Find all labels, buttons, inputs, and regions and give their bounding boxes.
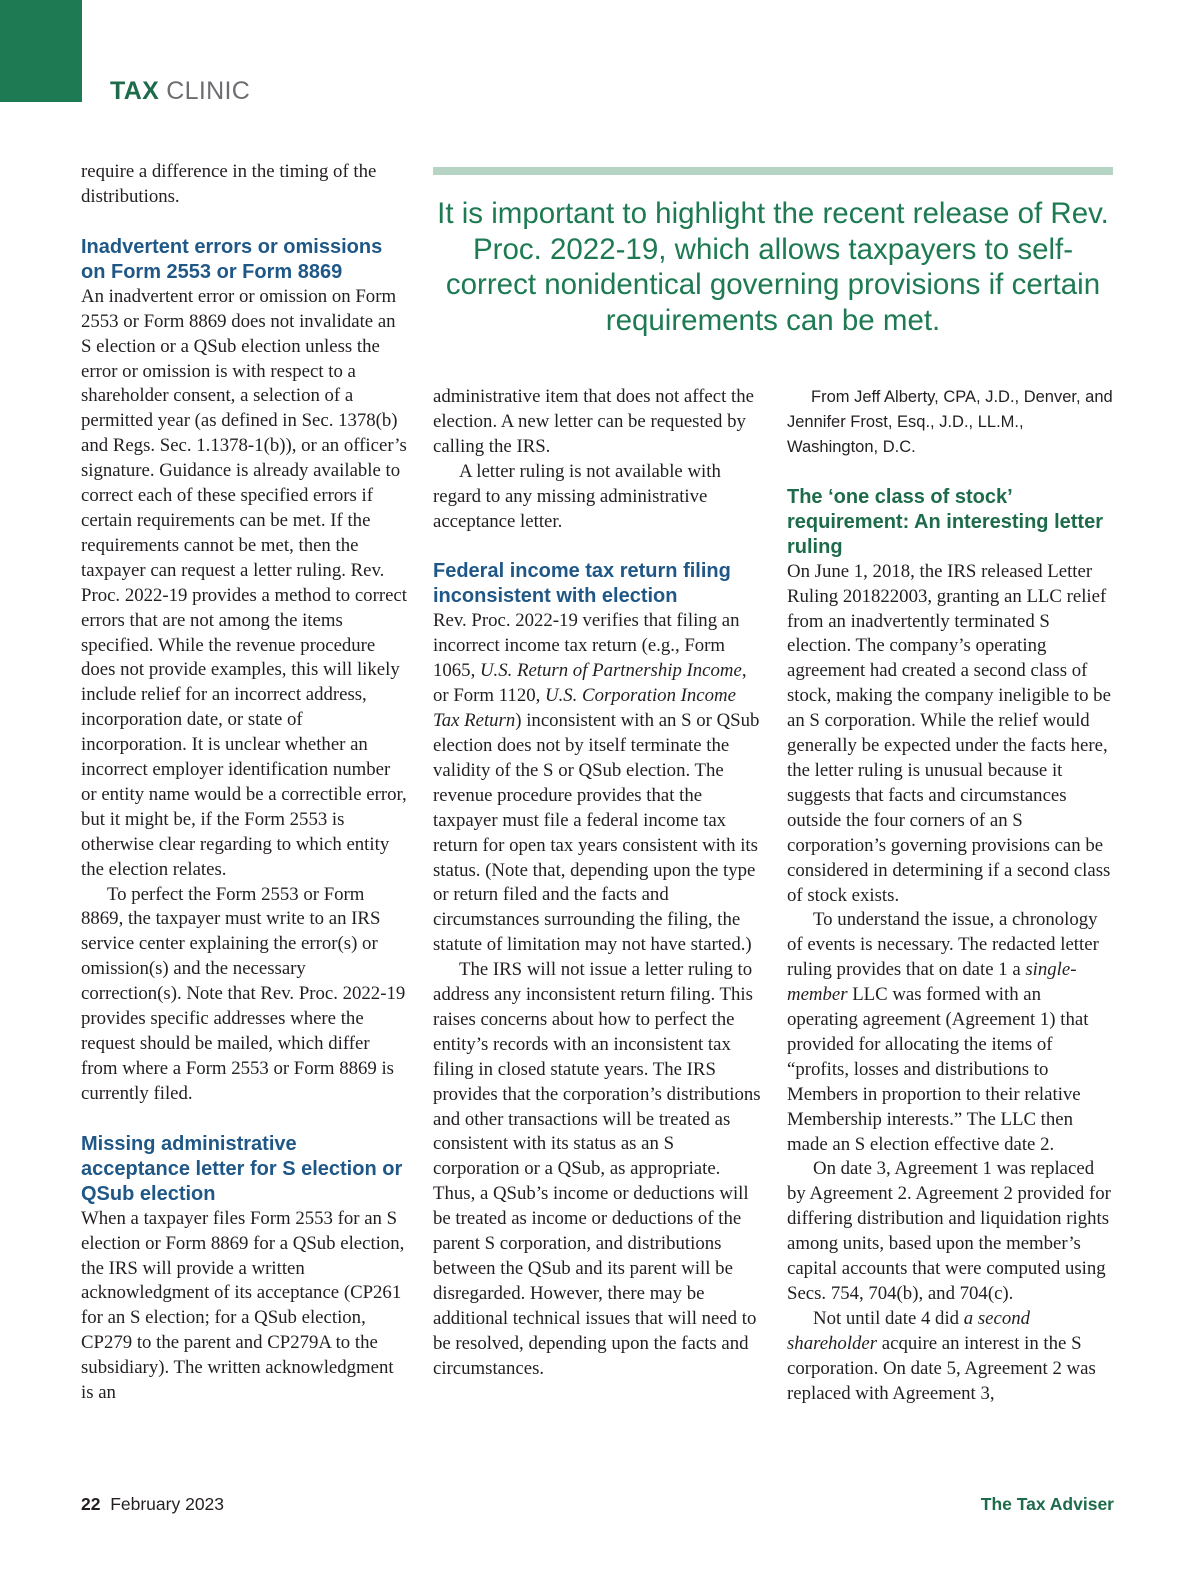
paragraph-oneclass-1: On June 1, 2018, the IRS released Letter Ruling 201822003, granting an LLC relief from an inadvertently terminated S election. The company’s operating agreement had created a second class of stock, making the company ineligible to be an S corporation. While the relief would generally be expected under the facts here, the letter ruling is unusual because it suggests that facts and circumstances outside the four corners of an S corporation’s governing provisions can be considered in determining if a second class of stock exists. — [787, 560, 1111, 906]
text-run: LLC was formed with an operating agreement (Agreement 1) that provided for allocating the items of “profits, losses and distributions to Members in proportion to their relative Membership interests.” The LLC then made an S election effective date 2. — [787, 984, 1089, 1155]
text-run: To understand the issue, a chronology of events is necessary. The redacted letter ruling provides that on date 1 a — [787, 909, 1099, 981]
section-label-clinic: CLINIC — [166, 77, 251, 105]
pullquote: It is important to highlight the recent release of Rev. Proc. 2022-19, which allows taxpayers to self-correct nonidentical governing provisions if certain requirements can be met. — [437, 197, 1109, 337]
text-run: acquire an interest in the S corporation. On date 5, Agreement 2 was replaced with Agreement 3, — [787, 1332, 1096, 1404]
column-left — [81, 160, 409, 1406]
author-byline: From Jeff Alberty, CPA, J.D., Denver, and Jennifer Frost, Esq., J.D., LL.M., Washington, D.C. — [787, 388, 1113, 456]
text-run: ) inconsistent with an S or QSub election does not by itself terminate the validity of the S or QSub election. The revenue procedure provides that the taxpayer must file a federal income tax return for open tax years consistent with its status. (Note that, depending upon the type or return filed and the facts and circumstances surrounding the filing, the statute of limitation may not have started.) — [433, 710, 760, 956]
pullquote-rule — [433, 167, 1113, 175]
column-middle — [433, 385, 761, 1382]
heading-federal-filing: Federal income tax return filing inconsistent with election — [433, 560, 731, 608]
paragraph-inadvertent-2: To perfect the Form 2553 or Form 8869, the taxpayer must write to an IRS service center explaining the error(s) or omission(s) and the necessary correction(s). Note that Rev. Proc. 2022-19 provides specific addresses where the request should be mailed, which differ from where a Form 2553 or Form 8869 is currently filed. — [81, 883, 406, 1104]
heading-missing-acceptance: Missing administrative acceptance letter for S election or QSub election — [81, 1132, 403, 1205]
footer-page-date — [81, 1493, 224, 1515]
heading-inadvertent-errors: Inadvertent errors or omissions on Form 2553 or Form 8869 — [81, 235, 383, 283]
paragraph-oneclass-3: On date 3, Agreement 1 was replaced by Agreement 2. Agreement 2 provided for differing distribution and liquidation rights among units, based upon the member’s capital accounts that were computed using Secs. 754, 704(b), and 704(c). — [787, 1158, 1111, 1304]
text-run: , or Form 1120, — [433, 660, 747, 707]
paragraph-missing-1: When a taxpayer files Form 2553 for an S election or Form 8869 for a QSub election, the IRS will provide a written acknowledgment of its acceptance (CP261 for an S election; for a QSub election, CP279 to the parent and CP279A to the subsidiary). The written acknowledgment is an — [81, 1207, 405, 1404]
paragraph-letter-ruling: A letter ruling is not available with regard to any missing administrative acceptance letter. — [433, 460, 721, 532]
paragraph-intro: require a difference in the timing of the distributions. — [81, 161, 377, 207]
heading-one-class-of-stock: The ‘one class of stock’ requirement: An interesting letter ruling — [787, 485, 1103, 558]
italic-term: single-member — [787, 959, 1077, 1006]
publication-name: The Tax Adviser — [980, 1494, 1114, 1514]
corner-color-block — [0, 0, 82, 102]
text-run: Rev. Proc. 2022-19 verifies that filing an incorrect income tax return (e.g., Form 1065, — [433, 610, 740, 682]
issue-date: February 2023 — [110, 1494, 225, 1514]
italic-form-title: U.S. Return of Partnership Income — [479, 660, 742, 682]
column-right — [787, 385, 1115, 1407]
paragraph-continued: administrative item that does not affect the election. A new letter can be requested by calling the IRS. — [433, 386, 754, 457]
paragraph-oneclass-4 — [787, 1307, 1115, 1407]
paragraph-federal-1 — [433, 609, 761, 958]
paragraph-inadvertent-1: An inadvertent error or omission on Form 2553 or Form 8869 does not invalidate an S election or a QSub election unless the error or omission is with respect to a shareholder consent, a selection of a permitted year (as defined in Sec. 1378(b) and Regs. Sec. 1.1378-1(b)), or an officer’s signature. Guidance is already available to correct each of these specified errors if certain requirements can be met. If the requirements cannot be met, then the taxpayer can request a letter ruling. Rev. Proc. 2022-19 provides a method to correct errors that are not among the items specified. While the revenue procedure does not provide examples, this will likely include relief for an incorrect address, incorporation date, or state of incorporation. It is unclear whether an incorrect employer identification number or entity name would be a correctible error, but it might be, if the Form 2553 is otherwise clear regarding to which entity the election relates. — [81, 285, 407, 880]
page-number: 22 — [81, 1494, 101, 1514]
text-run: Not until date 4 did — [813, 1307, 964, 1329]
section-label-tax: TAX — [110, 77, 160, 105]
paragraph-federal-2: The IRS will not issue a letter ruling to address any inconsistent return filing. This raises concerns about how to perfect the entity’s records with an inconsistent tax filing in closed statute years. The IRS provides that the corporation’s distributions and other transactions will be treated as consistent with its status as an S corporation or a QSub, as appropriate. Thus, a QSub’s income or deductions will be treated as income or deductions of the parent S corporation, and distributions between the QSub and its parent will be disregarded. However, there may be additional technical issues that will need to be resolved, depending upon the facts and circumstances. — [433, 959, 761, 1379]
paragraph-oneclass-2 — [787, 908, 1115, 1157]
italic-term: a second shareholder — [787, 1307, 1031, 1354]
section-label — [110, 76, 250, 106]
italic-form-title: U.S. Corporation Income Tax Return — [433, 685, 736, 732]
